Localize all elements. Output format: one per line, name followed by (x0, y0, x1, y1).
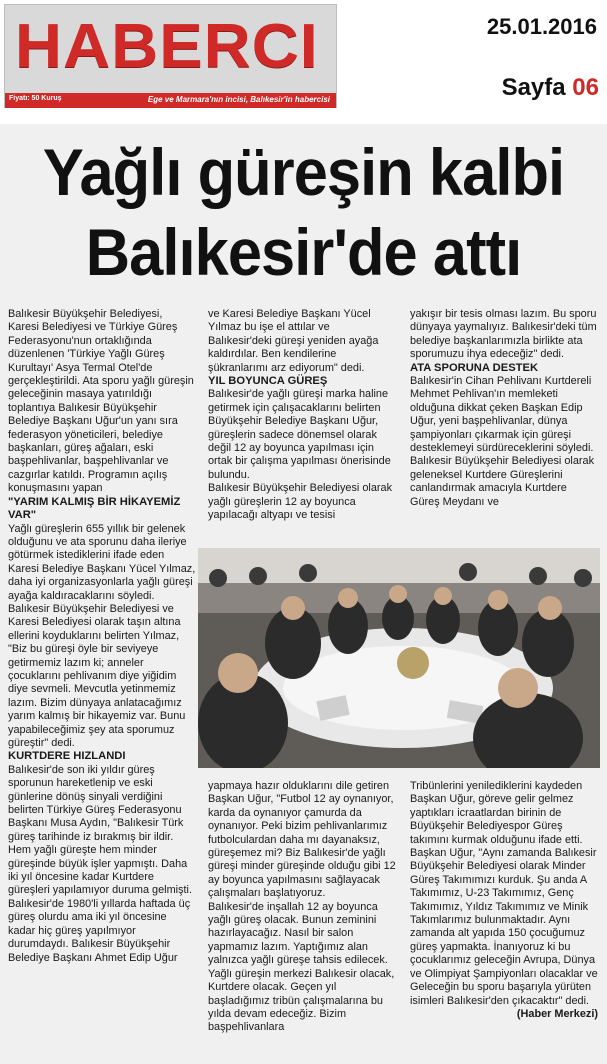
article-clipping (0, 124, 607, 1064)
newspaper-logo: HABERCI (15, 12, 319, 81)
page-number-value: 06 (572, 74, 599, 101)
news-credit: (Haber Merkezi) (516, 1007, 598, 1020)
paragraph: Başkan Uğur, "Aynı zamanda Balıkesir Büyükşehir Belediyesi olarak Minder Güreş Takımımızı kurduk. Şu anda A Takımımız, U-23 Takımımız, Genç Takımımız, Yıldız Takımımız ve Minik Takımlarımız bulunmaktadır. Aynı zamanda alt yapıda 150 çocuğumuz güreş yapmakta. İnanıyoruz ki bu çocuklarımız geleceğin Avrupa, Dünya ve Olimpiyat Şampiyonları olacaklar ve Geleceğin bu sporu başarıyla yürüten isimleri Balıkesir'den çıkacaktır" dedi. (410, 847, 598, 1007)
subheading: "YARIM KALMIŞ BİR HİKAYEMİZ VAR" (8, 495, 181, 522)
paragraph: yakışır bir tesis olması lazım. Bu sporu dünyaya yaymalıyız. Balıkesir'deki tüm belediye başkanlarımızla birlikte ata sporumuzu ihya edeceğiz" dedi. (410, 308, 597, 361)
paragraph: Balıkesir Büyükşehir Belediyesi, Karesi Belediyesi ve Türkiye Güreş Federasyonu'nun ortaklığında düzenlenen 'Türkiye Yağlı Güreş Kurultayı' Asya Termal Otel'de gerçekleştirildi. Ata sporu yağlı güreşin geleceğinin masaya yatırıldığı toplantıya Balıkesir Büyükşehir Belediye Başkanı Uğur'un yanı sıra federasyon yöneticileri, belediye başkanları, güreş ağaları, eski başpehlivanlar, başpehlivanlar ve cazgırlar katıldı. Programın açılış konuşmasını yapan (8, 308, 194, 495)
subheading: ATA SPORUNA DESTEK (410, 361, 539, 374)
column-3-lower (410, 780, 598, 1021)
paragraph: Balıkesir'de inşallah 12 ay boyunca yağlı güreş olacak. Bunun zeminini hazırlayacağız. Nasıl bir salon yapmamız lazım. Yaptığımız alan yalnızca yağlı güreşe tahsis edilecek. Yağlı güreşin merkezi Balıkesir olacak, Kurtdere olacak. Geçen yıl başladığımız tribün çalışmalarına bu yılda devam edeceğiz. Bizim başpehlivanlara (208, 900, 395, 1034)
paragraph: ve Karesi Belediye Başkanı Yücel Yılmaz bu işe el attılar ve Balıkesir'deki güreşi yeniden ayağa kaldırdılar. Ben kendilerine şükranlarımı arz ediyorum" dedi. (208, 308, 379, 374)
column-2-lower (208, 780, 396, 1035)
column-1 (8, 308, 196, 965)
issue-date: 25.01.2016 (486, 14, 597, 39)
paragraph: Tribünlerini yenilediklerini kaydeden Başkan Uğur, göreve gelir gelmez yaptıkları icraatlardan birinin de Büyükşehir Belediyespor Güreş takımını kurmak olduğunu ifade etti. (410, 780, 583, 846)
masthead-price: Fiyatı: 50 Kuruş (9, 95, 62, 102)
subheading: KURTDERE HIZLANDI (8, 750, 126, 763)
paragraph: yapmaya hazır olduklarını dile getiren Başkan Uğur, "Futbol 12 ay oynanıyor, karda da oynanıyor çamurda da oynanıyor. Peki bizim pehlivanlarımız futbolculardan daha mı dayanaksız, güreşemez mi? Biz Balıkesir'de yağlı güreşi minder güreşinde olduğu gibi 12 ay boyunca yapılmasını sağlayacak çalışmaları başlatıyoruz. (208, 780, 396, 900)
meeting-photo-illustration (198, 548, 600, 768)
paragraph: Balıkesir'de son iki yıldır güreş sporunun hareketlenip ve eski günlerine dönüş sinyali verdiğini belirten Türkiye Güreş Federasyonu Başkanı Musa Aydın, "Balıkesir Türk güreş tarihinde iz bırakmış bir ildir. Hem yağlı güreşte hem minder güreşinde büyük işler yapmıştı. Daha iki yıl öncesine kadar Kurtdere güreşleri yapılamıyor duruma gelmişti. Balıkesir'de 1980'li yıllarda haftada üç güreş olurdu ama iki yıl öncesine kadar hiç güreş yapılmıyor durumdaydı. Balıkesir Büyükşehir Belediye Başkanı Ahmet Edip Uğur (8, 763, 192, 964)
column-2 (208, 308, 396, 523)
paragraph: Balıkesir Büyükşehir Belediyesi olarak yağlı güreşlerin 12 ay boyunca yapılacağı altyapı ve tesisi (208, 482, 393, 522)
subheading: YIL BOYUNCA GÜREŞ (208, 375, 328, 388)
page-label: Sayfa (501, 74, 566, 101)
paragraph: Balıkesir Büyükşehir Belediyesi olarak geleneksel Kurtdere Güreşlerini canlandırmak amacıyla Kurtdere Güreş Meydanı ve (410, 455, 595, 508)
paragraph: Balıkesir'in Cihan Pehlivanı Kurtdereli Mehmet Pehlivan'ın memleketi olduğuna dikkat çeken Başkan Edip Uğur, yeni başpehlivanlar, dünya şampiyonları çıkarmak için güreşi desteklemeyi sürdüreceklerini söyledi. (410, 375, 594, 455)
meeting-photo (198, 548, 600, 768)
page-number (502, 74, 599, 102)
headline-line-2: Balıkesir'de attı (85, 215, 522, 289)
newspaper-masthead (4, 4, 337, 108)
column-3 (410, 308, 598, 509)
paragraph: Balıkesir'de yağlı güreşi marka haline getirmek için çalışacaklarını belirten Büyükşehir Belediye Başkanı Uğur, güreşlerin sadece dönemsel olarak değil 12 ay boyunca yapılması için ortak bir çalışma yapılması önerisinde bulundu. (208, 388, 391, 481)
masthead-tagline: Ege ve Marmara'nın incisi, Balıkesir'in habercisi (147, 95, 330, 104)
paragraph: Balıkesir Büyükşehir Belediyesi ve Karesi Belediyesi olarak taşın altına ellerini koyduklarını belirten Yılmaz, "Biz bu güreşi öyle bir seviyeye getirmemiz lazım ki; anneler çocuklarını pehlivanım diye yiğidim diye sevmeli. Mevcutla yetinmemiz lazım. Bizim dünyaya anlatacağımız yarım kalmış bir hikayemiz var. Bunu yapabileceğimiz şey ata sporumuz güreştir" dedi. (8, 602, 186, 749)
headline-line-1: Yağlı güreşin kalbi (42, 135, 565, 209)
paragraph: Yağlı güreşlerin 655 yıllık bir gelenek olduğunu ve ata sporunu daha ileriye götürmek istediklerini ifade eden Karesi Belediye Başkanı Yücel Yılmaz, daha iyi organizasyonlarla yağlı güreşi ayağa kaldıracaklarını söyledi. (8, 522, 196, 602)
